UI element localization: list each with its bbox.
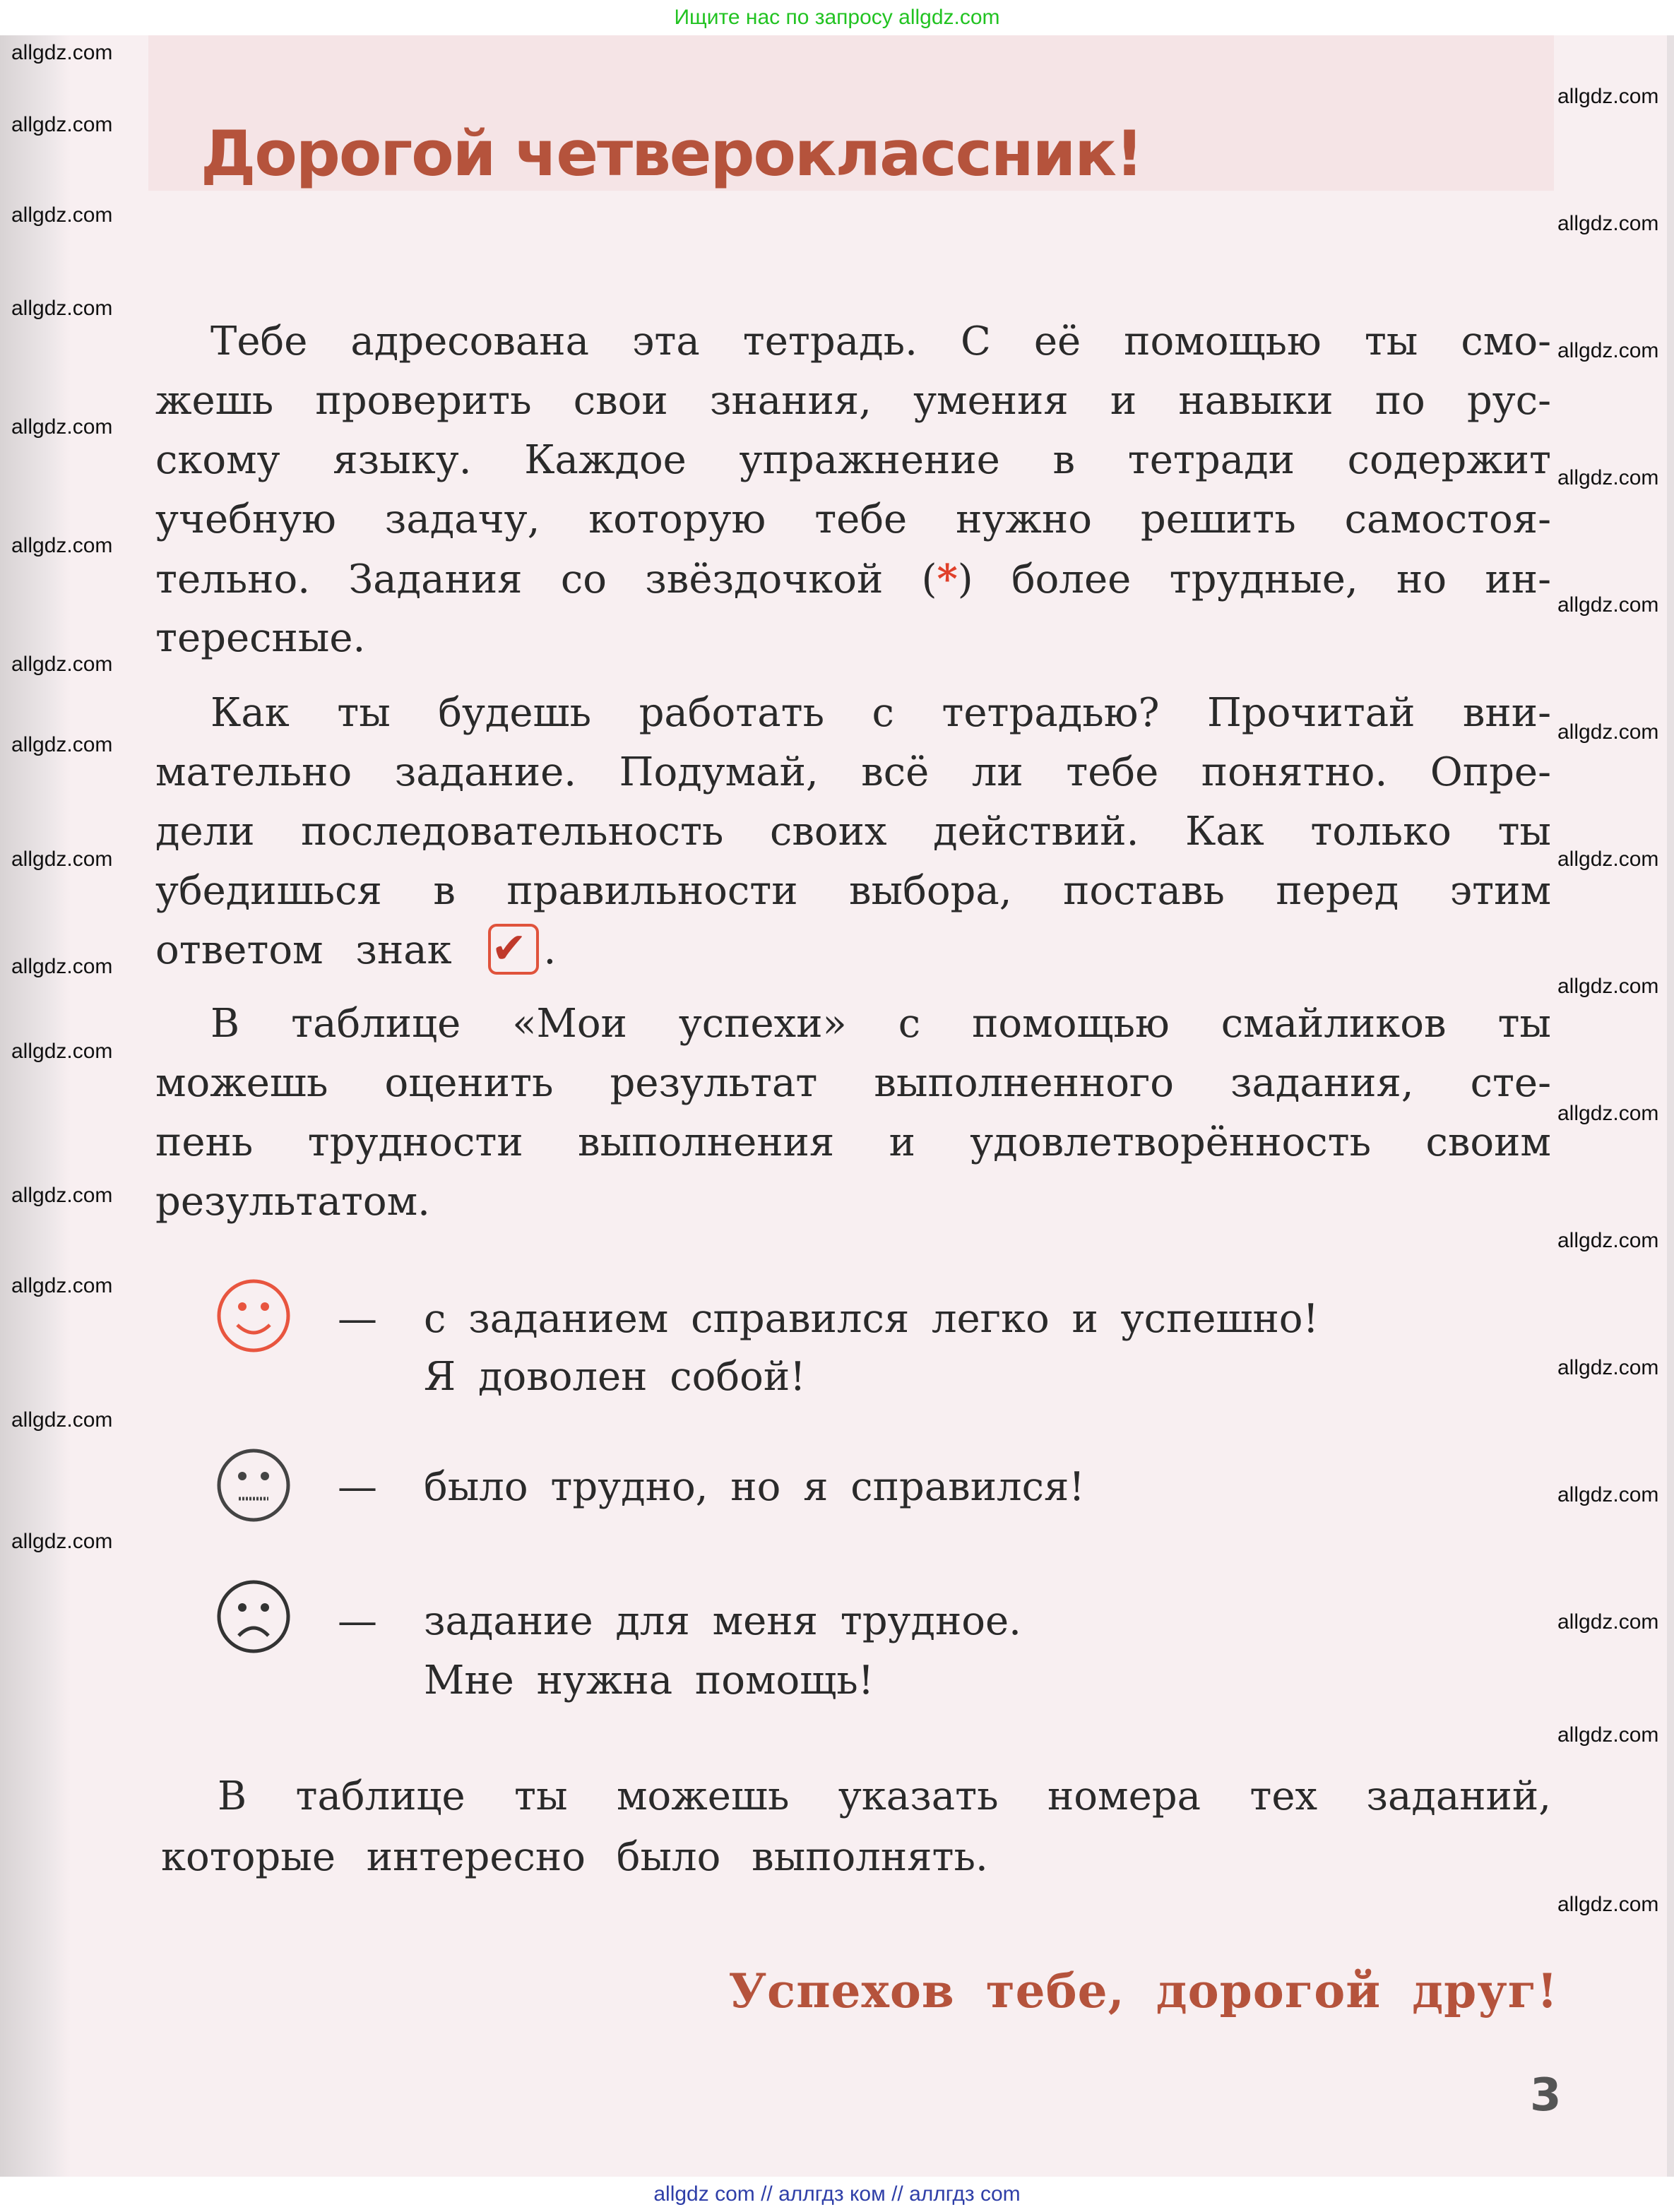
watermark: allgdz.com bbox=[11, 653, 113, 676]
legend-dash: — bbox=[338, 1464, 377, 1510]
watermark: allgdz.com bbox=[11, 41, 113, 64]
watermark: allgdz.com bbox=[1557, 975, 1659, 998]
sad-smiley-icon bbox=[216, 1579, 291, 1654]
paragraph-line: Как ты будешь работать с тетрадью? Прочитай вни- bbox=[210, 690, 1551, 736]
watermark: allgdz.com bbox=[1557, 593, 1659, 617]
paragraph-line: В таблице «Мои успехи» с помощью смайликов ты bbox=[210, 1001, 1551, 1047]
watermark: allgdz.com bbox=[11, 534, 113, 557]
watermark: allgdz.com bbox=[1557, 1102, 1659, 1125]
paragraph-line: убедишься в правильности выбора, поставь перед этим bbox=[155, 868, 1551, 914]
paragraph-line: дели последовательность своих действий. Как только ты bbox=[155, 809, 1551, 855]
watermark: allgdz.com bbox=[1557, 212, 1659, 235]
watermark: allgdz.com bbox=[1557, 1229, 1659, 1252]
paragraph-line bbox=[155, 922, 1551, 979]
watermark: allgdz.com bbox=[11, 955, 113, 978]
closing-wish: Успехов тебе, дорогой друг! bbox=[728, 1963, 1558, 2018]
line-text: ответом знак bbox=[155, 927, 452, 973]
watermark: allgdz.com bbox=[1557, 339, 1659, 362]
neutral-smiley-icon bbox=[216, 1448, 291, 1523]
legend-text: задание для меня трудное. bbox=[424, 1598, 1021, 1644]
watermark: allgdz.com bbox=[11, 848, 113, 871]
paragraph-line bbox=[155, 551, 1551, 607]
line-text: . bbox=[543, 927, 557, 973]
paragraph-line: которые интересно было выполнять. bbox=[161, 1834, 988, 1880]
asterisk-icon: * bbox=[937, 556, 958, 602]
paragraph-line: учебную задачу, которую тебе нужно решить самостоя- bbox=[155, 496, 1551, 542]
watermark: allgdz.com bbox=[1557, 466, 1659, 489]
watermark: allgdz.com bbox=[1557, 1356, 1659, 1379]
watermark: allgdz.com bbox=[11, 1040, 113, 1063]
page-title: Дорогой четвероклассник! bbox=[201, 117, 1143, 190]
watermark: allgdz.com bbox=[11, 1408, 113, 1432]
page-number: 3 bbox=[1530, 2069, 1562, 2122]
paragraph-line: результатом. bbox=[155, 1179, 430, 1225]
bottom-banner[interactable]: allgdz com // аллгдз ком // аллгдз com bbox=[0, 2177, 1674, 2212]
paragraph-line: мательно задание. Подумай, всё ли тебе понятно. Опре- bbox=[155, 749, 1551, 795]
paragraph-line: скому языку. Каждое упражнение в тетради содержит bbox=[155, 437, 1551, 483]
watermark: allgdz.com bbox=[1557, 85, 1659, 108]
legend-dash: — bbox=[338, 1296, 377, 1342]
legend-text: с заданием справился легко и успешно! bbox=[424, 1296, 1319, 1342]
watermark: allgdz.com bbox=[11, 415, 113, 439]
paragraph-line: тересные. bbox=[155, 615, 366, 661]
watermark: allgdz.com bbox=[1557, 720, 1659, 744]
watermark: allgdz.com bbox=[1557, 848, 1659, 871]
watermark: allgdz.com bbox=[11, 113, 113, 136]
watermark: allgdz.com bbox=[1557, 1483, 1659, 1506]
page-edge bbox=[1667, 35, 1674, 2177]
paragraph-line: жешь проверить свои знания, умения и навыки по рус- bbox=[155, 378, 1551, 424]
paragraph-line: В таблице ты можешь указать номера тех заданий, bbox=[218, 1773, 1551, 1819]
happy-smiley-icon bbox=[216, 1278, 291, 1353]
paragraph-line: Тебе адресована эта тетрадь. С её помощью ты смо- bbox=[210, 319, 1551, 364]
legend-text: Мне нужна помощь! bbox=[424, 1658, 874, 1703]
watermark: allgdz.com bbox=[1557, 1723, 1659, 1747]
line-text: тельно. Задания со звёздочкой ( bbox=[155, 557, 937, 602]
watermark: allgdz.com bbox=[11, 733, 113, 756]
checkmark-box-icon: ✔ bbox=[488, 924, 539, 975]
watermark: allgdz.com bbox=[1557, 1610, 1659, 1634]
legend-dash: — bbox=[338, 1598, 377, 1644]
page-binding-shadow bbox=[0, 35, 71, 2177]
paragraph-line: пень трудности выполнения и удовлетворённость своим bbox=[155, 1119, 1551, 1165]
legend-text: было трудно, но я справился! bbox=[424, 1464, 1085, 1510]
watermark: allgdz.com bbox=[11, 203, 113, 227]
watermark: allgdz.com bbox=[11, 297, 113, 320]
line-text: ) более трудные, но ин- bbox=[957, 557, 1551, 602]
paragraph-line: можешь оценить результат выполненного задания, сте- bbox=[155, 1060, 1551, 1106]
watermark: allgdz.com bbox=[11, 1184, 113, 1207]
watermark: allgdz.com bbox=[11, 1274, 113, 1297]
legend-text: Я доволен собой! bbox=[424, 1354, 806, 1400]
watermark: allgdz.com bbox=[11, 1530, 113, 1553]
watermark: allgdz.com bbox=[1557, 1893, 1659, 1916]
top-banner[interactable]: Ищите нас по запросу allgdz.com bbox=[0, 0, 1674, 35]
